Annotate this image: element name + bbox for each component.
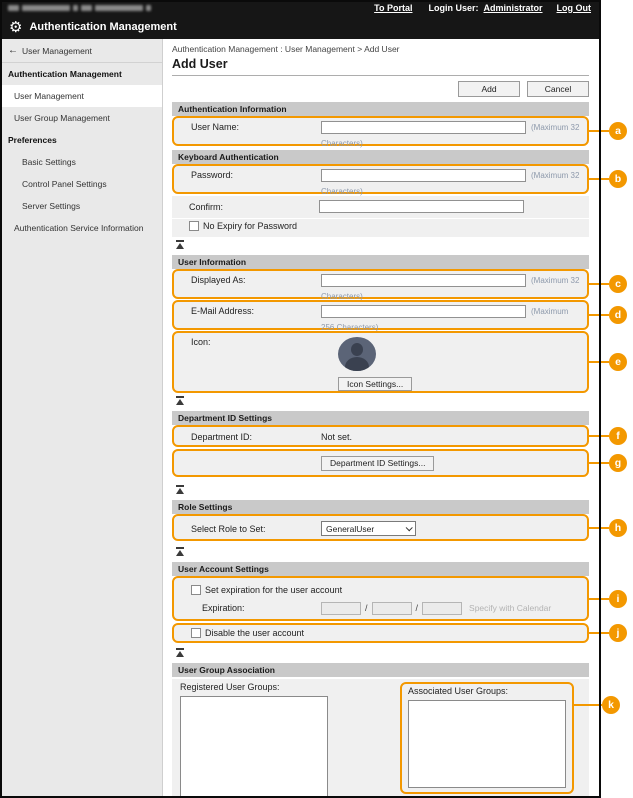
disable-account-label: Disable the user account [205,628,305,638]
callout-d: d [587,306,627,324]
callout-a: a [587,122,627,140]
callout-c: c [587,275,627,293]
select-role-row [172,514,622,541]
no-expiry-label: No Expiry for Password [203,221,298,231]
confirm-password-row [172,196,589,218]
user-group-association-row [172,679,614,797]
email-input[interactable] [321,305,526,318]
callout-f: f [587,427,627,445]
password-row [172,164,622,196]
to-portal-link[interactable]: To Portal [374,2,413,13]
callout-j: j [587,624,627,642]
sidebar-item-auth-service-info[interactable]: Authentication Service Information [14,223,144,233]
action-button-row [172,81,589,97]
password-max-note-2: Characters) [321,186,363,196]
registered-user-groups-listbox[interactable] [180,696,328,798]
top-bar [0,0,601,15]
icon-row [172,331,621,393]
sidebar-section-authentication-management[interactable]: Authentication Management [8,69,122,79]
user-avatar [338,337,376,371]
password-input[interactable] [321,169,526,182]
sidebar-item-user-group-management[interactable]: User Group Management [14,113,110,123]
disable-account-checkbox[interactable] [191,628,201,638]
section-keyboard-authentication: Keyboard Authentication [172,150,589,164]
back-to-top-icon[interactable] [174,547,186,559]
expiration-year-input[interactable] [321,602,361,615]
login-user-label: Login User: [428,2,479,13]
callout-h: h [587,519,627,537]
department-id-value: Not set. [321,432,353,442]
section-department-id-settings: Department ID Settings [172,411,589,425]
date-separator: / [415,603,419,613]
callout-g: g [587,454,627,472]
log-out-link[interactable]: Log Out [556,2,591,13]
device-name-redacted [8,5,151,11]
callout-b: b [587,170,627,188]
displayed-as-label: Displayed As: [191,275,246,285]
icon-settings-button[interactable]: Icon Settings... [338,377,412,391]
cancel-button[interactable]: Cancel [527,81,589,97]
add-button[interactable]: Add [458,81,520,97]
sidebar-section-preferences: Preferences [8,135,57,145]
callout-k: k [572,696,620,714]
set-expiration-checkbox[interactable] [191,585,201,595]
icon-label: Icon: [191,337,211,347]
callout-e: e [587,353,627,371]
section-user-group-association: User Group Association [172,663,589,677]
user-name-label: User Name: [191,122,240,132]
sidebar-back-label: User Management [22,45,92,56]
date-separator: / [365,603,368,613]
department-id-label: Department ID: [191,432,253,442]
email-row [172,300,622,332]
sidebar-item-basic-settings[interactable]: Basic Settings [22,157,76,167]
user-name-max-note-1: (Maximum 32 [531,122,580,132]
back-to-top-icon[interactable] [174,240,186,252]
user-name-max-note-2: Characters) [321,138,363,148]
disable-account-row [172,623,620,643]
confirm-password-input[interactable] [319,200,524,213]
expiration-day-input[interactable] [422,602,462,615]
sidebar-item-server-settings[interactable]: Server Settings [22,201,81,211]
registered-user-groups-label: Registered User Groups: [180,682,280,692]
department-id-settings-button[interactable]: Department ID Settings... [321,456,434,471]
page-title: Add User [172,57,589,76]
back-to-top-icon[interactable] [174,396,186,408]
user-name-input[interactable] [321,121,526,134]
sidebar-item-control-panel-settings[interactable]: Control Panel Settings [22,179,107,189]
back-to-top-icon[interactable] [174,485,186,497]
app-title: Authentication Management [29,21,177,33]
role-select[interactable] [321,521,416,536]
section-authentication-information: Authentication Information [172,102,589,116]
back-to-top-icon[interactable] [174,648,186,660]
specify-with-calendar-link: Specify with Calendar [469,603,552,613]
role-selected-value: GeneralUser [326,523,375,534]
associated-user-groups-listbox[interactable] [408,700,566,788]
password-max-note-1: (Maximum 32 [531,170,580,180]
app-title-bar [0,15,601,39]
breadcrumb: Authentication Management : User Management > Add User [172,44,400,54]
no-expiry-checkbox[interactable] [189,221,199,231]
sidebar-item-user-management[interactable]: User Management [0,85,162,107]
section-user-account-settings: User Account Settings [172,562,589,576]
expiration-row [172,576,620,621]
set-expiration-label: Set expiration for the user account [205,584,343,595]
displayed-as-row [172,269,621,301]
associated-groups-highlight [400,682,614,794]
no-expiry-row [172,219,589,237]
sidebar-back-user-management[interactable] [0,39,162,63]
gear-icon: ⚙ [9,18,23,36]
expiration-month-input[interactable] [372,602,412,615]
email-max-note-1: (Maximum [531,306,569,316]
associated-user-groups-label: Associated User Groups: [408,686,509,696]
user-name-row [172,116,621,148]
email-max-note-2: 256 Characters) [321,322,379,332]
password-label: Password: [191,170,234,180]
select-role-label: Select Role to Set: [191,523,266,534]
section-user-information: User Information [172,255,589,269]
displayed-as-input[interactable] [321,274,526,287]
displayed-as-max-note-1: (Maximum 32 [531,275,580,285]
email-label: E-Mail Address: [191,306,255,316]
sidebar [0,39,163,798]
callout-i: i [587,590,627,608]
department-id-settings-row [172,449,622,477]
main-content [163,39,622,798]
confirm-label: Confirm: [189,201,224,212]
chevron-down-icon [406,524,413,531]
expiration-label: Expiration: [202,603,245,613]
section-role-settings: Role Settings [172,500,589,514]
department-id-row [172,425,620,447]
displayed-as-max-note-2: Characters) [321,291,363,301]
back-arrow-icon: ← [8,45,18,56]
login-user-name[interactable]: Administrator [483,2,543,13]
